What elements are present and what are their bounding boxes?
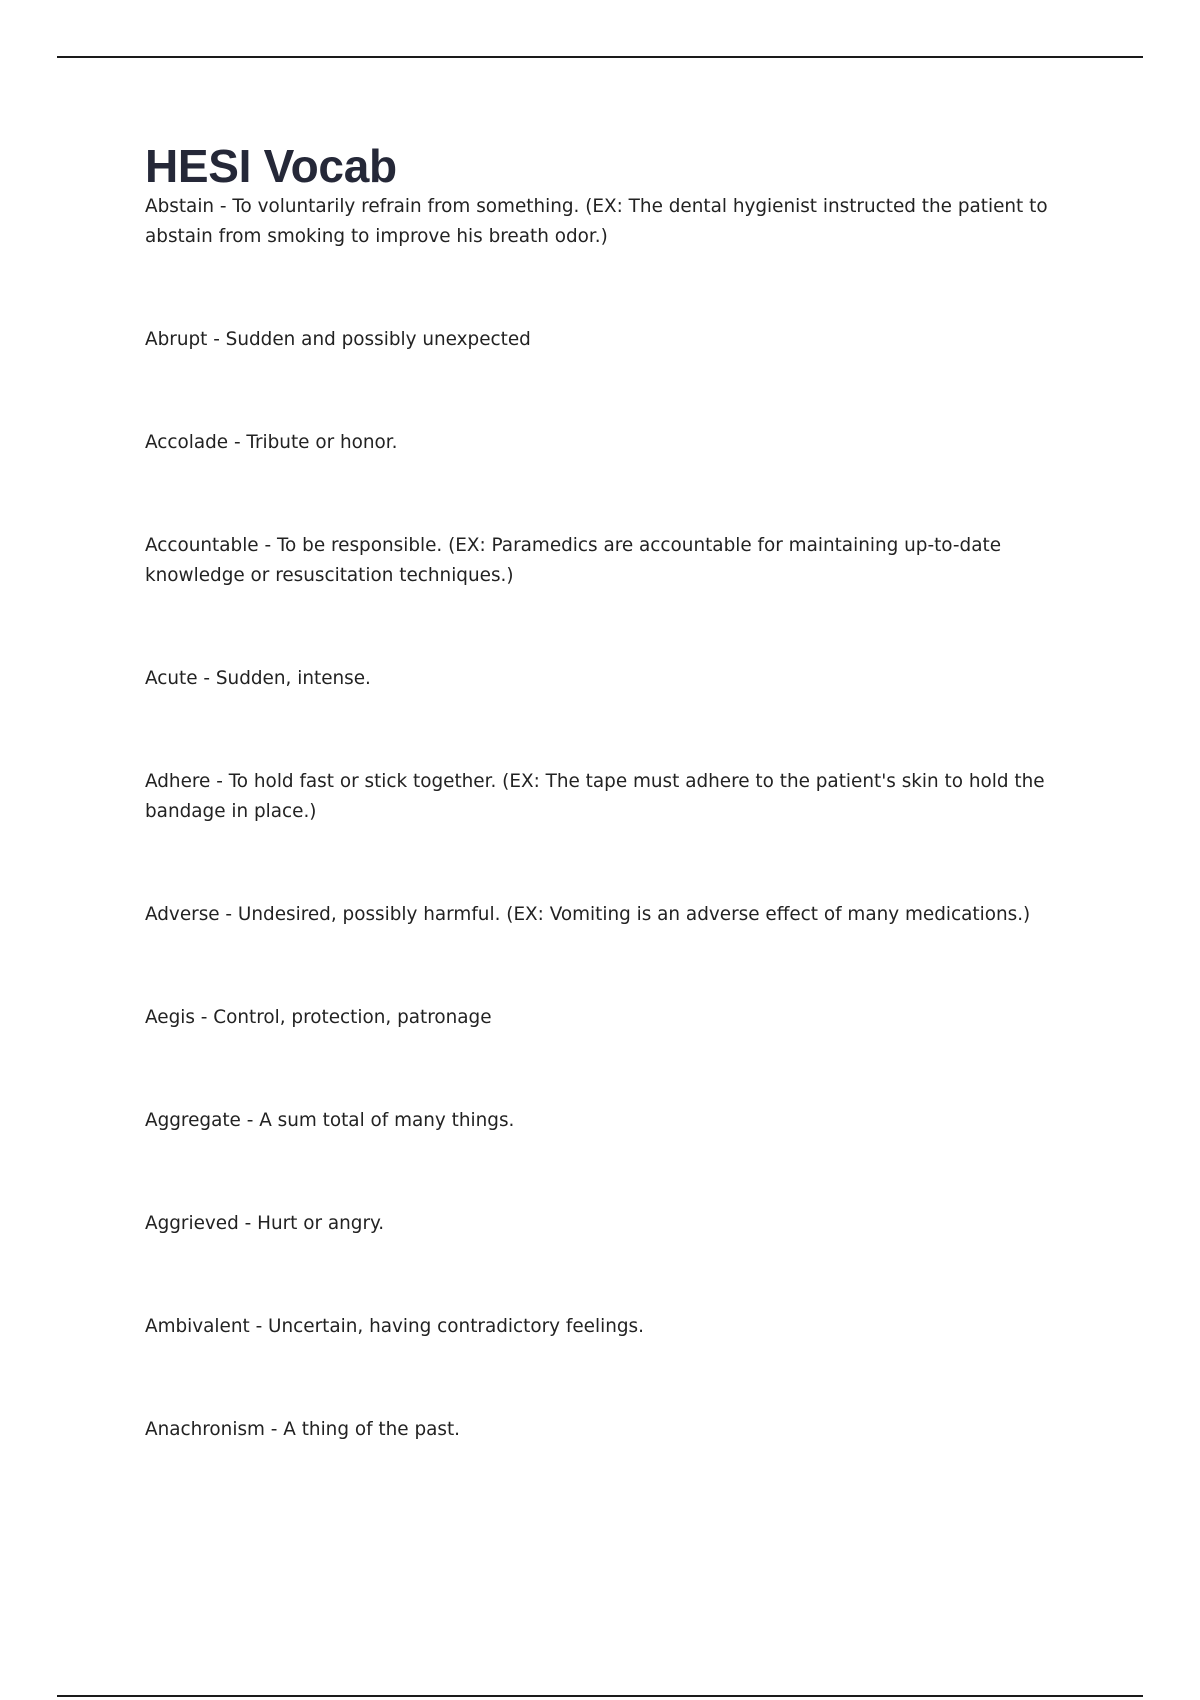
vocab-entry-aegis: Aegis - Control, protection, patronage bbox=[145, 1007, 492, 1028]
vocab-entry-aggregate: Aggregate - A sum total of many things. bbox=[145, 1110, 515, 1131]
vocab-list bbox=[145, 192, 1095, 1445]
page-content bbox=[145, 140, 1095, 1445]
bottom-rule bbox=[57, 1695, 1143, 1697]
vocab-entry-abrupt: Abrupt - Sudden and possibly unexpected bbox=[145, 329, 531, 350]
vocab-entry-accountable: Accountable - To be responsible. (EX: Paramedics are accountable for maintaining up-to-date knowledge or resuscitation techniques.) bbox=[145, 535, 1002, 586]
vocab-entry-adverse: Adverse - Undesired, possibly harmful. (EX: Vomiting is an adverse effect of many medications.) bbox=[145, 904, 1031, 925]
vocab-entry-anachronism: Anachronism - A thing of the past. bbox=[145, 1419, 461, 1440]
top-rule bbox=[57, 56, 1143, 58]
vocab-entry-abstain: Abstain - To voluntarily refrain from something. (EX: The dental hygienist instructed the patient to abstain from smoking to improve his breath odor.) bbox=[145, 196, 1048, 247]
vocab-entry-adhere: Adhere - To hold fast or stick together. (EX: The tape must adhere to the patient's skin to hold the bandage in place.) bbox=[145, 771, 1045, 822]
vocab-entry-accolade: Accolade - Tribute or honor. bbox=[145, 432, 398, 453]
vocab-entry-aggrieved: Aggrieved - Hurt or angry. bbox=[145, 1213, 385, 1234]
vocab-entry-ambivalent: Ambivalent - Uncertain, having contradictory feelings. bbox=[145, 1316, 644, 1337]
document-title: HESI Vocab bbox=[145, 140, 397, 192]
vocab-entry-acute: Acute - Sudden, intense. bbox=[145, 668, 371, 689]
